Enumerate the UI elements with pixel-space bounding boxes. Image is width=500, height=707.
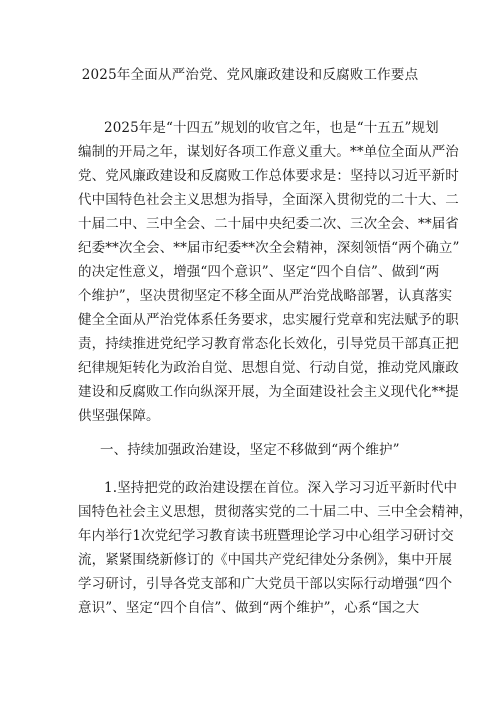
paragraph-line: 2025年是“十四五”规划的收官之年，也是“十五五”规划 [104, 120, 439, 136]
document-title: 2025年全面从严治党、党风廉政建设和反腐败工作要点 [81, 67, 419, 83]
paragraph-line: 纪律规矩转化为政治自觉、思想自觉、行动自觉，推动党风廉政 [78, 360, 459, 376]
paragraph-line: 建设和反腐败工作向纵深开展，为全面建设社会主义现代化**提 [78, 384, 459, 400]
paragraph-line: 流，紧紧围绕新修订的《中国共产党纪律处分条例》，集中开展 [78, 552, 453, 568]
paragraph-line: 健全全面从严治党体系任务要求，忠实履行党章和宪法赋予的职 [78, 312, 459, 328]
paragraph-line: 党、党风廉政建设和反腐败工作总体要求是：坚持以习近平新时 [78, 168, 459, 184]
paragraph-line: 年内举行1次党纪学习教育读书班暨理论学习中心组学习研讨交 [78, 528, 454, 544]
paragraph-line: 十届二中、三中全会、二十届中央纪委二次、三次全会、**届省 [78, 216, 459, 232]
paragraph-line: 供坚强保障。 [78, 408, 160, 424]
paragraph-line: 意识”、坚定“四个自信”、做到“两个维护”，心系“国之大 [78, 600, 420, 616]
paragraph-line: 个维护”，坚决贯彻坚定不移全面从严治党战略部署，认真落实 [78, 288, 453, 304]
paragraph-line: 代中国特色社会主义思想为指导，全面深入贯彻党的二十大、二 [78, 192, 459, 208]
paragraph-line: 纪委**次全会、**届市纪委**次全会精神，深刻领悟“两个确立” [78, 240, 460, 256]
paragraph-line: 1.坚持把党的政治建设摆在首位。深入学习习近平新时代中 [104, 480, 458, 496]
paragraph-line: 学习研讨，引导各党支部和广大党员干部以实际行动增强“四个 [78, 576, 453, 592]
paragraph-line: 的决定性意义，增强“四个意识”、坚定“四个自信”、做到“两 [78, 264, 440, 280]
section-heading: 一、持续加强政治建设，坚定不移做到“两个维护” [100, 442, 400, 458]
paragraph-line: 国特色社会主义思想，贯彻落实党的二十届二中、三中全会精神， [78, 504, 473, 520]
paragraph-line: 责，持续推进党纪学习教育常态化长效化，引导党员干部真正把 [78, 336, 459, 352]
paragraph-line: 编制的开局之年，谋划好各项工作意义重大。**单位全面从严治 [78, 144, 459, 160]
